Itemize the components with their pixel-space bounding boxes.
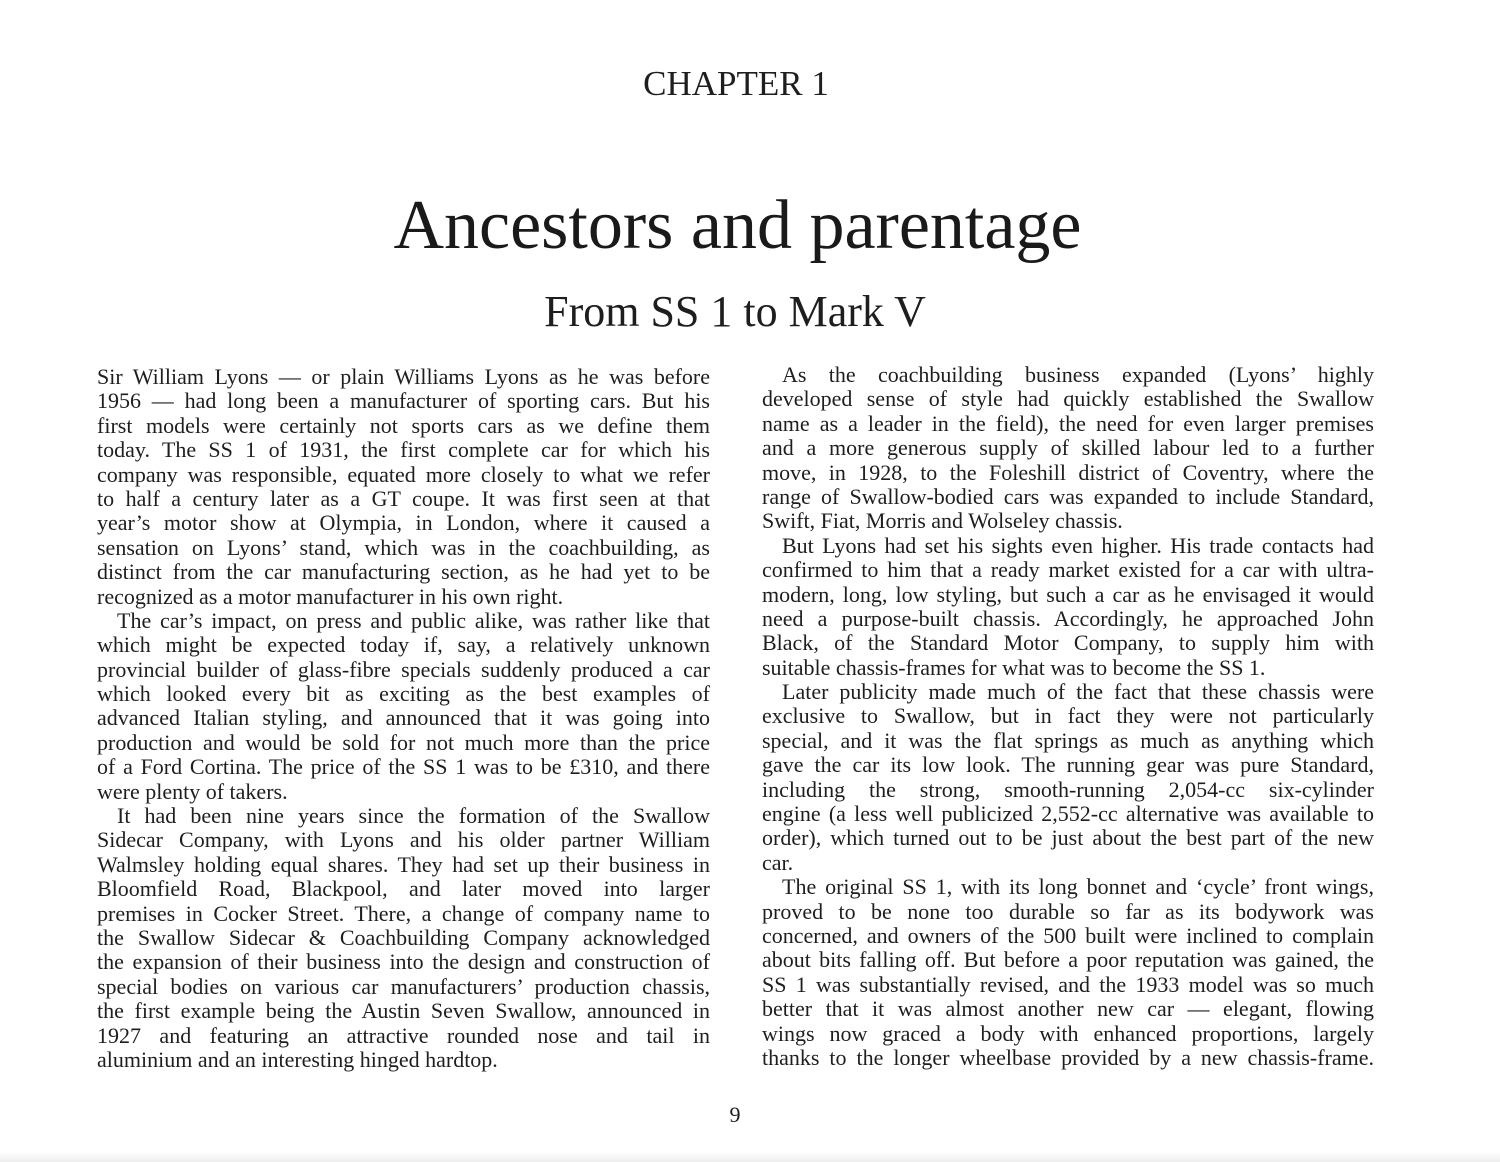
text-line: developed sense of style had quickly established the Swallow <box>762 386 1374 412</box>
text-line: order), which turned out to be just about the best part of the new <box>762 825 1374 851</box>
paragraph <box>97 365 710 609</box>
text-line: premises in Cocker Street. There, a change of company name to <box>97 900 710 926</box>
text-line: Sir William Lyons — or plain Williams Lyons as he was before <box>97 364 710 389</box>
text-line: special, and it was the flat springs as much as anything which <box>762 727 1374 753</box>
text-line: need a purpose-built chassis. Accordingly, he approached John <box>762 605 1374 631</box>
text-line: thanks to the longer wheelbase provided by a new chassis-frame. <box>762 1044 1374 1070</box>
text-line: Walmsley holding equal shares. They had set up their business in <box>97 851 710 877</box>
text-line: which looked every bit as exciting as the best examples of <box>97 681 710 707</box>
text-line: provincial builder of glass-fibre specials suddenly produced a car <box>97 656 710 682</box>
text-line: the expansion of their business into the design and construction of <box>97 949 710 975</box>
text-line: car. <box>762 849 794 875</box>
text-line: Sidecar Company, with Lyons and his older partner William <box>97 827 710 853</box>
scan-edge-shadow <box>0 1152 1500 1162</box>
text-line: the Swallow Sidecar & Coachbuilding Company acknowledged <box>97 924 710 950</box>
text-line: aluminium and an interesting hinged hardtop. <box>97 1046 498 1072</box>
text-line: exclusive to Swallow, but in fact they were not particularly <box>762 703 1374 729</box>
text-line: gave the car its low look. The running gear was pure Standard, <box>762 752 1374 778</box>
text-line: As the coachbuilding business expanded (Lyons’ highly <box>782 362 1374 387</box>
text-line: special bodies on various car manufacturers’ production chassis, <box>97 973 710 999</box>
chapter-title: Ancestors and parentage <box>393 187 1082 264</box>
text-line: range of Swallow-bodied cars was expanded to include Standard, <box>762 483 1374 509</box>
left-column <box>97 365 710 1072</box>
text-line: confirmed to him that a ready market existed for a car with ultra- <box>762 557 1374 583</box>
text-line: to half a century later as a GT coupe. It was first seen at that <box>97 485 710 511</box>
text-line: name as a leader in the field), the need for even larger premises <box>762 410 1374 436</box>
text-line: engine (a less well publicized 2,552-cc alternative was available to <box>762 801 1374 827</box>
text-line: Black, of the Standard Motor Company, to supply him with <box>762 630 1374 656</box>
text-line: distinct from the car manufacturing section, as he had yet to be <box>97 559 710 585</box>
text-line: Bloomfield Road, Blackpool, and later moved into larger <box>97 876 710 902</box>
paragraph <box>762 363 1374 534</box>
text-line: year’s motor show at Olympia, in London, where it caused a <box>97 510 710 536</box>
text-line: wings now graced a body with enhanced proportions, largely <box>762 1020 1374 1046</box>
text-line: better that it was almost another new car — elegant, flowing <box>762 996 1374 1022</box>
text-line: Swift, Fiat, Morris and Wolseley chassis. <box>762 508 1123 534</box>
text-line: of a Ford Cortina. The price of the SS 1 was to be £310, and there <box>97 754 710 780</box>
text-line: concerned, and owners of the 500 built were inclined to complain <box>762 922 1374 948</box>
text-line: move, in 1928, to the Foleshill district of Coventry, where the <box>762 459 1374 485</box>
text-line: 1956 — had long been a manufacturer of sporting cars. But his <box>97 388 710 414</box>
paragraph <box>762 875 1374 1070</box>
paragraph <box>97 804 710 1072</box>
text-line: were plenty of takers. <box>97 778 288 804</box>
page-number: 9 <box>729 1102 741 1127</box>
text-line: Later publicity made much of the fact that these chassis were <box>782 679 1374 705</box>
text-line: proved to be none too durable so far as its bodywork was <box>762 898 1374 924</box>
text-line: production and would be sold for not much more than the price <box>97 729 710 755</box>
text-line: which might be expected today if, say, a relatively unknown <box>97 632 710 658</box>
text-line: SS 1 was substantially revised, and the 1933 model was so much <box>762 971 1374 997</box>
chapter-subtitle: From SS 1 to Mark V <box>544 287 926 336</box>
paragraph <box>762 534 1374 680</box>
text-line: recognized as a motor manufacturer in his own right. <box>97 583 564 609</box>
text-line: It had been nine years since the formation of the Swallow <box>117 803 710 829</box>
text-line: But Lyons had set his sights even higher. His trade contacts had <box>782 532 1374 558</box>
chapter-label: CHAPTER 1 <box>643 64 829 103</box>
text-line: company was responsible, equated more closely to what we refer <box>97 461 710 487</box>
text-line: suitable chassis-frames for what was to become the SS 1. <box>762 654 1266 680</box>
paragraph <box>762 680 1374 875</box>
text-line: today. The SS 1 of 1931, the first complete car for which his <box>97 437 710 463</box>
text-line: advanced Italian styling, and announced that it was going into <box>97 705 710 731</box>
text-line: modern, long, low styling, but such a car as he envisaged it would <box>762 581 1374 607</box>
right-column <box>762 363 1374 1070</box>
text-line: The original SS 1, with its long bonnet and ‘cycle’ front wings, <box>782 874 1374 900</box>
text-line: first models were certainly not sports cars as we define them <box>97 412 710 438</box>
text-line: the first example being the Austin Seven Swallow, announced in <box>97 998 710 1024</box>
text-line: The car’s impact, on press and public alike, was rather like that <box>117 607 710 633</box>
text-line: about bits falling off. But before a poor reputation was gained, the <box>762 947 1374 973</box>
text-line: including the strong, smooth-running 2,054-cc six-cylinder <box>762 776 1374 802</box>
text-line: 1927 and featuring an attractive rounded nose and tail in <box>97 1022 710 1048</box>
text-line: sensation on Lyons’ stand, which was in the coachbuilding, as <box>97 534 710 560</box>
paragraph <box>97 609 710 804</box>
text-line: and a more generous supply of skilled labour led to a further <box>762 435 1374 461</box>
